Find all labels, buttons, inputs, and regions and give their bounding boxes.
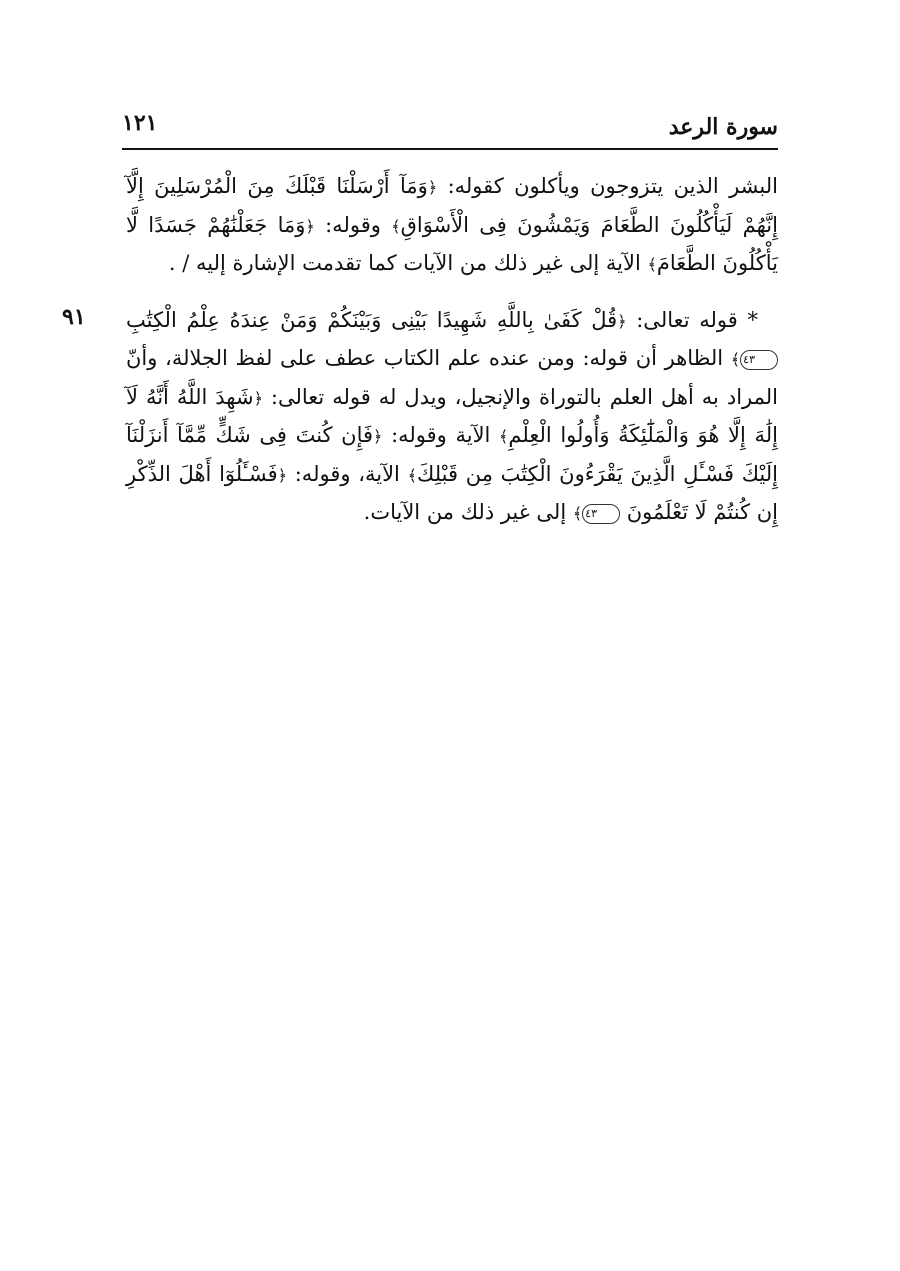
quran-close-bracket: ﴾ bbox=[572, 504, 583, 523]
quran-open-bracket: ﴿ bbox=[427, 178, 438, 197]
quran-open-bracket: ﴿ bbox=[373, 427, 383, 446]
quran-quote: فَإِن كُنتَ فِى شَكٍّ مِّمَّآ أَنزَلْنَآ إِلَيْكَ فَسْـَٔلِ الَّذِينَ يَقْرَءُونَ الْكِتَٰبَ مِن قَبْلِكَ bbox=[126, 423, 778, 486]
ayah-number-marker: ٤٣ bbox=[582, 504, 620, 524]
section-star: * bbox=[747, 307, 758, 332]
text-segment: إلى غير ذلك من الآيات. bbox=[363, 500, 567, 524]
page-number: ١٢١ bbox=[122, 110, 158, 136]
paragraph-2 bbox=[126, 302, 778, 533]
page-header bbox=[122, 108, 778, 150]
text-segment: قوله تعالى: bbox=[636, 307, 738, 332]
quran-open-bracket: ﴿ bbox=[617, 311, 627, 331]
margin-page-reference: ٩١ bbox=[62, 304, 86, 330]
quran-quote: وَمَا جَعَلْنَٰهُمْ جَسَدًا لَّا يَأْكُلُونَ الطَّعَامَ bbox=[126, 212, 778, 275]
quran-quote: قُلْ كَفَىٰ بِاللَّهِ شَهِيدًا بَيْنِى وَبَيْنَكُمْ وَمَنْ عِندَهُ عِلْمُ الْكِتَٰبِ bbox=[126, 307, 618, 332]
quran-close-bracket: ﴾ bbox=[730, 350, 741, 369]
text-segment: البشر الذين يتزوجون ويأكلون كقوله: bbox=[447, 174, 778, 198]
paragraph-1 bbox=[126, 168, 778, 284]
quran-open-bracket: ﴿ bbox=[277, 465, 288, 485]
surah-name: سورة الرعد bbox=[668, 114, 778, 140]
ayah-number-marker: ٤٣ bbox=[740, 350, 778, 370]
quran-open-bracket: ﴿ bbox=[305, 216, 315, 236]
quran-close-bracket: ﴾ bbox=[391, 216, 401, 236]
quran-quote: فَسْـَٔلُوٓا أَهْلَ الذِّكْرِ إِن كُنتُمْ لَا تَعْلَمُونَ bbox=[126, 461, 778, 524]
body-text bbox=[126, 168, 778, 533]
quran-close-bracket: ﴾ bbox=[407, 465, 417, 485]
quran-quote: وَمَآ أَرْسَلْنَا قَبْلَكَ مِنَ الْمُرْسَلِينَ إِلَّآ إِنَّهُمْ لَيَأْكُلُونَ الطَّعَامَ وَيَمْشُونَ فِى الْأَسْوَاقِ bbox=[126, 174, 778, 237]
quran-quote: شَهِدَ اللَّهُ أَنَّهُ لَآ إِلَٰهَ إِلَّا هُوَ وَالْمَلَٰٓئِكَةُ وَأُولُوا الْعِلْمِ bbox=[126, 384, 778, 447]
quran-close-bracket: ﴾ bbox=[499, 427, 509, 446]
text-segment: الآية إلى غير ذلك من الآيات كما تقدمت الإشارة إليه / . bbox=[168, 251, 641, 275]
text-segment: وقوله: bbox=[325, 212, 381, 237]
quran-close-bracket: ﴾ bbox=[647, 255, 657, 274]
quran-open-bracket: ﴿ bbox=[253, 388, 263, 408]
text-segment: الظاهر أن قوله: ومن عنده علم الكتاب عطف على لفظ الجلالة، وأنّ المراد به أهل العلم بالتوراة والإنجيل، ويدل له قوله تعالى: bbox=[126, 346, 778, 409]
text-segment: الآية وقوله: bbox=[391, 423, 491, 447]
text-segment: الآية، وقوله: bbox=[294, 461, 400, 486]
